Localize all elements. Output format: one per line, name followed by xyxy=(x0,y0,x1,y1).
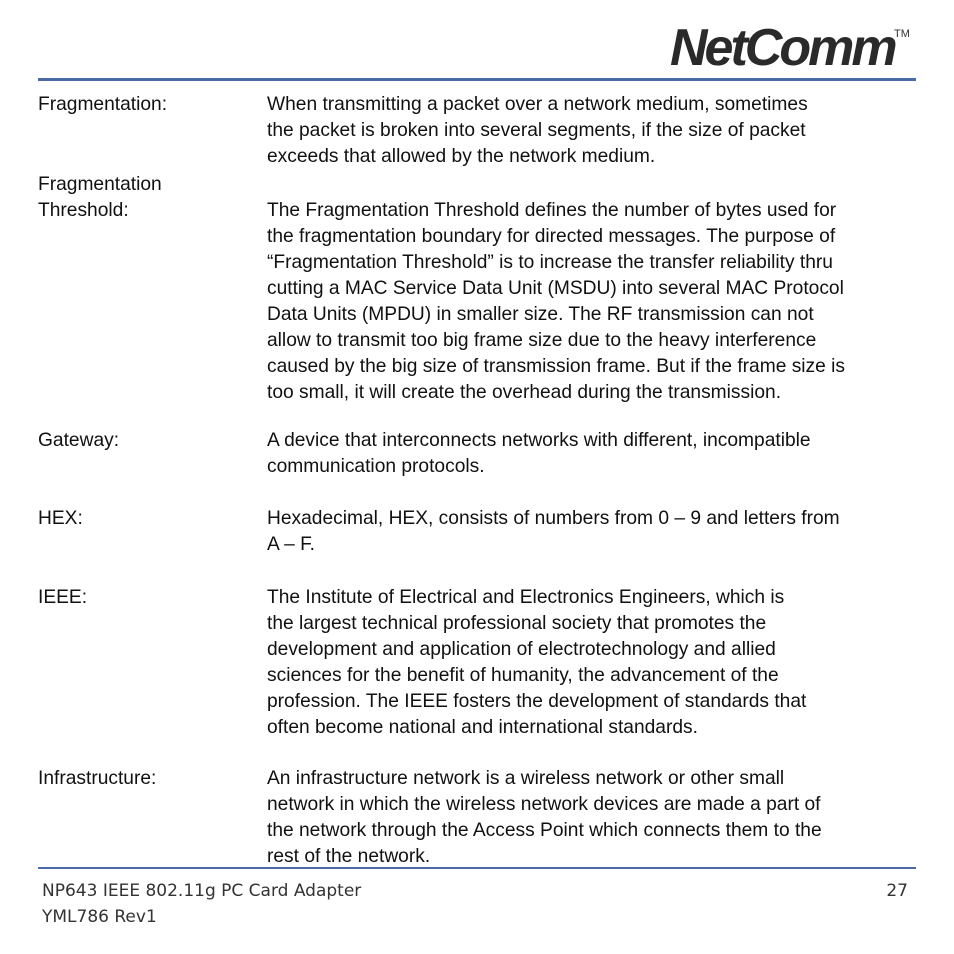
footer-rule xyxy=(38,867,916,869)
glossary-definition: When transmitting a packet over a network medium, sometimes the packet is broken into several segments, if the size of packet exceeds that allowed by the network medium. xyxy=(267,94,808,167)
glossary-term: Gateway: xyxy=(38,430,120,451)
glossary-entry-hex xyxy=(38,506,918,585)
netcomm-logo xyxy=(670,20,915,76)
header-rule xyxy=(38,78,916,81)
glossary-term: Fragmentation Threshold: xyxy=(38,174,162,221)
glossary-definition: The Fragmentation Threshold defines the number of bytes used for the fragmentation boundary for directed messages. The purpose of “Fragmentation Threshold” is to increase the transfer reliability thru cutting a MAC Service Data Unit (MSDU) into several MAC Protocol Data Units (MPDU) in smaller size. The RF transmission can not allow to transmit too big frame size due to the heavy interference caused by the big size of transmission frame. But if the frame size is too small, it will create the overhead during the transmission. xyxy=(267,200,846,403)
glossary-entry-fragmentation-threshold xyxy=(38,172,918,428)
glossary-term: HEX: xyxy=(38,508,83,529)
glossary-definition: Hexadecimal, HEX, consists of numbers from 0 – 9 and letters from A – F. xyxy=(267,508,840,555)
glossary-definition: A device that interconnects networks with different, incompatible communication protocols. xyxy=(267,430,811,477)
logo-trademark: TM xyxy=(894,28,910,40)
glossary-entry-ieee xyxy=(38,585,918,766)
footer xyxy=(42,878,361,930)
glossary-definition: An infrastructure network is a wireless network or other small network in which the wireless network devices are made a part of the network through the Access Point which connects them to the rest of the network. xyxy=(267,768,822,867)
footer-product-name: NP643 IEEE 802.11g PC Card Adapter xyxy=(42,881,362,901)
glossary-term: IEEE: xyxy=(38,587,88,608)
glossary-term: Infrastructure: xyxy=(38,768,157,789)
glossary-list xyxy=(38,92,918,870)
glossary-entry-fragmentation xyxy=(38,92,918,172)
glossary-term: Fragmentation: xyxy=(38,94,168,115)
glossary-entry-infrastructure xyxy=(38,766,918,870)
page-number: 27 xyxy=(886,881,908,901)
logo-wordmark: NetComm xyxy=(670,19,895,77)
footer-document-code: YML786 Rev1 xyxy=(42,907,157,927)
glossary-definition: The Institute of Electrical and Electronics Engineers, which is the largest technical professional society that promotes the development and application of electrotechnology and allied sciences for the benefit of humanity, the advancement of the profession. The IEEE fosters the development of standards that often become national and international standards. xyxy=(267,587,807,738)
glossary-entry-gateway xyxy=(38,428,918,506)
